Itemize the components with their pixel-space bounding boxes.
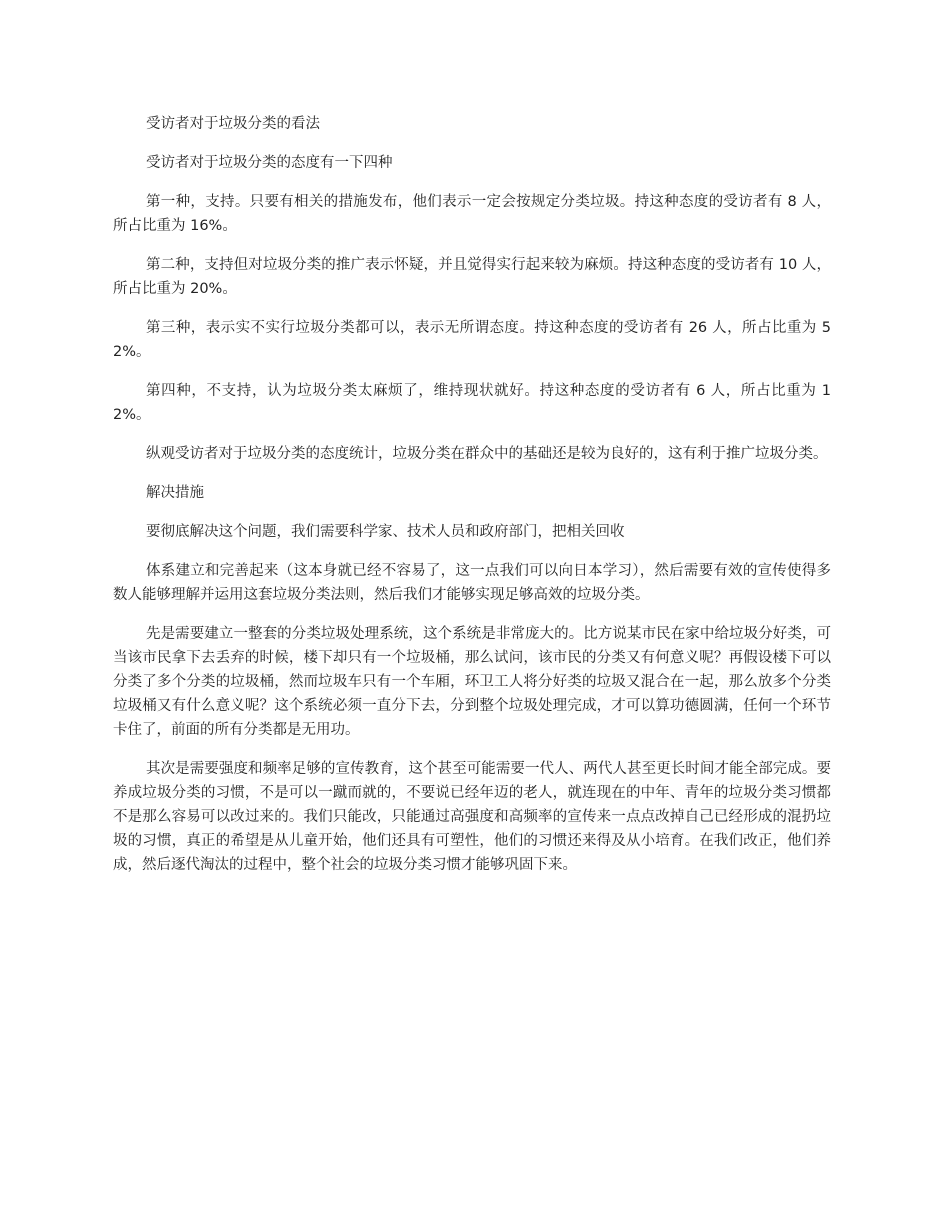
solution-intro-paragraph: 要彻底解决这个问题，我们需要科学家、技术人员和政府部门，把相关回收	[146, 524, 625, 540]
attitude-four-paragraph: 第四种，不支持，认为垃圾分类太麻烦了，维持现状就好。持这种态度的受访者有 6 人，所占比重为 12%。	[113, 383, 831, 423]
heading-solutions: 解决措施	[146, 485, 204, 501]
intro-four-attitudes: 受访者对于垃圾分类的态度有一下四种	[146, 155, 393, 171]
heading-opinions: 受访者对于垃圾分类的看法	[146, 116, 320, 132]
attitude-two-paragraph: 第二种，支持但对垃圾分类的推广表示怀疑，并且觉得实行起来较为麻烦。持这种态度的受访者有 10 人，所占比重为 20%。	[113, 257, 831, 297]
processing-system-paragraph: 先是需要建立一整套的分类垃圾处理系统，这个系统是非常庞大的。比方说某市民在家中给垃圾分好类，可当该市民拿下去丢弃的时候，楼下却只有一个垃圾桶，那么试问，该市民的分类又有何意义呢？再假设楼下可以分类了多个分类的垃圾桶，然而垃圾车只有一个车厢，环卫工人将分好类的垃圾又混合在一起，那么放多个分类垃圾桶又有什么意义呢？这个系统必须一直分下去，分到整个垃圾处理完成，才可以算功德圆满，任何一个环节卡住了，前面的所有分类都是无用功。	[113, 626, 831, 738]
attitude-one-paragraph: 第一种，支持。只要有相关的措施发布，他们表示一定会按规定分类垃圾。持这种态度的受访者有 8 人，所占比重为 16%。	[113, 194, 831, 234]
summary-paragraph: 纵观受访者对于垃圾分类的态度统计，垃圾分类在群众中的基础还是较为良好的，这有利于推广垃圾分类。	[146, 446, 828, 462]
document-body	[113, 112, 831, 892]
attitude-three-paragraph: 第三种，表示实不实行垃圾分类都可以，表示无所谓态度。持这种态度的受访者有 26 人，所占比重为 52%。	[113, 320, 831, 360]
system-building-paragraph: 体系建立和完善起来（这本身就已经不容易了，这一点我们可以向日本学习），然后需要有效的宣传使得多数人能够理解并运用这套垃圾分类法则，然后我们才能够实现足够高效的垃圾分类。	[113, 563, 831, 603]
education-paragraph: 其次是需要强度和频率足够的宣传教育，这个甚至可能需要一代人、两代人甚至更长时间才能全部完成。要养成垃圾分类的习惯，不是可以一蹴而就的，不要说已经年迈的老人，就连现在的中年、青年的垃圾分类习惯都不是那么容易可以改过来的。我们只能改，只能通过高强度和高频率的宣传来一点点改掉自己已经形成的混扔垃圾的习惯，真正的希望是从儿童开始，他们还具有可塑性，他们的习惯还来得及从小培育。在我们改正，他们养成，然后逐代淘汰的过程中，整个社会的垃圾分类习惯才能够巩固下来。	[113, 761, 831, 873]
